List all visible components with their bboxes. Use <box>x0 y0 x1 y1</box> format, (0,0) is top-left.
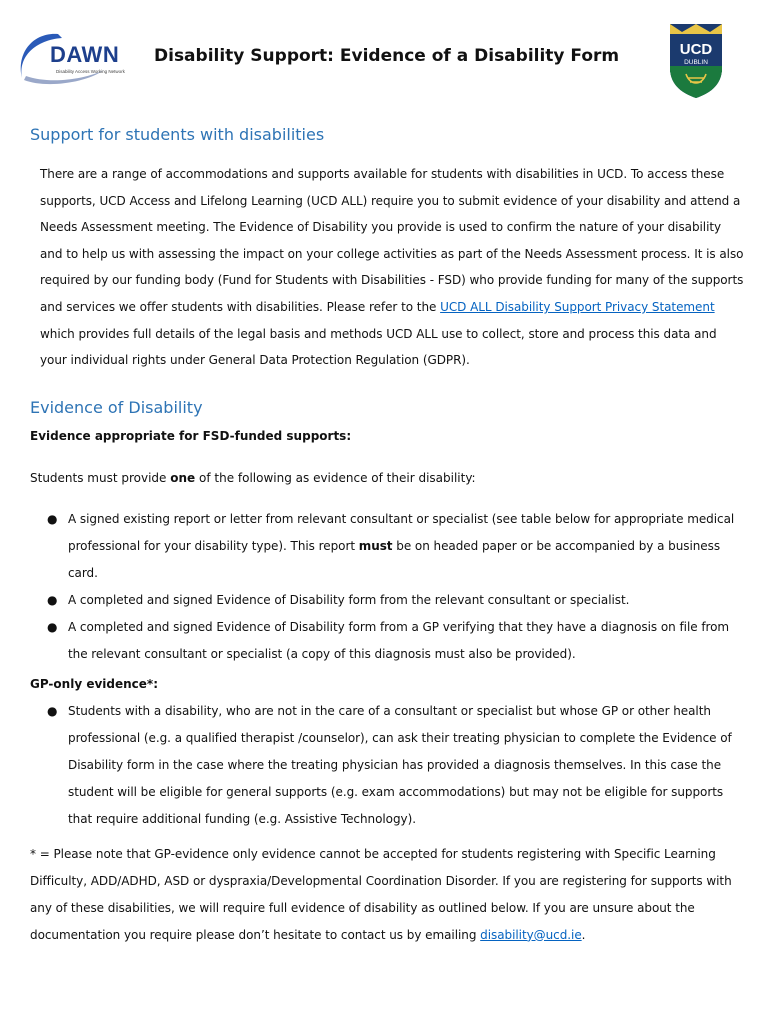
intro-bold-one: one <box>170 470 196 485</box>
gp-bullet-text: Students with a disability, who are not in the care of a consultant or specialist but whose GP or other health professional (e.g. a qualified therapist /counselor), can ask their treating physician to complete the Evidence of Disability form in the case where the treating physician has provided a diagnosis themselves. In this case the student will be eligible for general supports (e.g. exam accommodations) but may not be eligible for supports that require additional funding (e.g. Assistive Technology). <box>68 703 732 826</box>
support-text-start: There are a range of accommodations and supports available for students with disabilities in UCD. To access these supports, UCD Access and Lifelong Learning (UCD ALL) require you to submit evidence of your disability and attend a Needs Assessment meeting. The Evidence of Disability you provide is used to confirm the nature of your disability and to help us with assessing the impact on your college activities as part of the Needs Assessment process. It is also required by our funding body (Fund for Students with Disabilities - FSD) who provide funding for many of the supports and services we offer students with disabilities. Please refer to the <box>40 167 744 314</box>
list-item <box>47 698 746 833</box>
list-item <box>47 506 746 587</box>
bullet1-bold-must: must <box>358 538 393 553</box>
bullet1-text-start: A signed existing report or letter from relevant consultant or specialist (see table below for appropriate medical professional for your disability type). This report <box>68 511 735 553</box>
gp-note <box>30 841 746 949</box>
ucd-crest-top-text: UCD <box>679 41 713 58</box>
document-body <box>30 122 746 949</box>
dawn-logo-text: DAWN <box>50 42 120 67</box>
bullet-icon: ● <box>47 703 58 718</box>
bullet2-text: A completed and signed Evidence of Disability form from the relevant consultant or specialist. <box>68 592 630 607</box>
bullet-icon: ● <box>47 511 58 526</box>
document-header <box>0 0 770 110</box>
list-item <box>47 587 746 614</box>
list-item <box>47 614 746 668</box>
gp-subheading: GP-only evidence*: <box>30 676 158 691</box>
fsd-subheading: Evidence appropriate for FSD-funded supports: <box>30 428 352 443</box>
section-heading-evidence: Evidence of Disability <box>30 397 203 417</box>
dawn-tagline: Disability Access Working Network <box>56 69 125 74</box>
bullet-icon: ● <box>47 619 58 634</box>
note-text-start: * = Please note that GP-evidence only evidence cannot be accepted for students registering with Specific Learning Difficulty, ADD/ADHD, ASD or dyspraxia/Developmental Coordination Disorder. If you are registering for supports with any of these disabilities, we will require full evidence of disability as outlined below. If you are unsure about the documentation you require please don’t hesitate to contact us by emailing <box>30 846 732 942</box>
dawn-logo <box>14 30 125 90</box>
section-heading-support: Support for students with disabilities <box>30 125 325 144</box>
evidence-intro <box>30 465 746 491</box>
bullet-icon: ● <box>47 592 58 607</box>
ucd-crest-icon <box>668 22 724 100</box>
email-link[interactable]: disability@ucd.ie <box>480 927 582 942</box>
ucd-crest-bottom-text: DUBLIN <box>684 59 708 66</box>
privacy-statement-link[interactable]: UCD ALL Disability Support Privacy Statement <box>440 299 715 314</box>
support-paragraph <box>30 161 746 374</box>
intro-text-start: Students must provide <box>30 470 171 485</box>
bullet3-text: A completed and signed Evidence of Disability form from a GP verifying that they have a diagnosis on file from the relevant consultant or specialist (a copy of this diagnosis must also be provided). <box>68 619 730 661</box>
page-title: Disability Support: Evidence of a Disability Form <box>154 46 620 66</box>
intro-text-end: of the following as evidence of their disability: <box>195 470 476 485</box>
gp-evidence-list <box>30 698 746 833</box>
fsd-evidence-list <box>30 506 746 668</box>
bullet1-text-end: be on headed paper or be accompanied by a business card. <box>68 538 721 580</box>
support-text-end: which provides full details of the legal basis and methods UCD ALL use to collect, store and process this data and your individual rights under General Data Protection Regulation (GDPR). <box>40 326 717 368</box>
ucd-crest-logo <box>668 22 724 100</box>
note-text-end: . <box>581 927 586 942</box>
